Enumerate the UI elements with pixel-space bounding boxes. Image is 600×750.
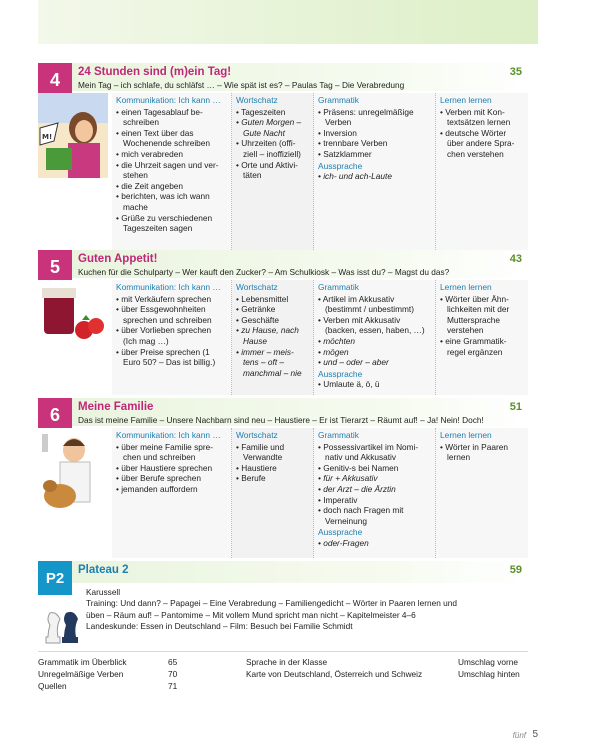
jam-and-strawberries-illustration (38, 280, 108, 350)
list-item: • doch nach Fragen mit Verneinung (318, 505, 431, 526)
list-item: • jemanden auffordern (116, 484, 227, 495)
list-item: • Getränke (236, 304, 309, 315)
list-item: • Satzklammer (318, 149, 431, 160)
list-item: • mögen (318, 347, 431, 358)
kommunikation-column (112, 428, 232, 558)
column-heading: Grammatik (318, 430, 359, 440)
column-heading: Grammatik (318, 95, 359, 105)
list-item: • Wörter in Paaren lernen (440, 442, 524, 463)
unit-title[interactable]: Meine Familie (78, 401, 154, 413)
lernen-column (436, 280, 528, 395)
unit-number: 6 (38, 398, 72, 432)
list-item: • Tageszeiten (236, 107, 309, 118)
list-item: • über Vorlieben sprechen (Ich mag …) (116, 325, 227, 346)
list-item: • Possessivartikel im Nomi-nativ und Akkusativ (318, 442, 431, 463)
unit-subtitle: Kuchen für die Schulparty – Wer kauft den Zucker? – Am Schulkiosk – Was isst du? – Magst du das? (78, 267, 450, 277)
page-number: 5 (532, 729, 538, 740)
list-item: • Guten Morgen – Gute Nacht (236, 117, 309, 138)
footer-page: 65 (168, 657, 178, 667)
plateau-body (86, 587, 528, 632)
column-heading: Wortschatz (236, 95, 278, 105)
kommunikation-column (112, 280, 232, 395)
aussprache-heading: Aussprache (318, 527, 363, 538)
unit-4 (38, 63, 528, 250)
plateau-number: P2 (38, 561, 72, 595)
unit-page: 35 (509, 66, 522, 78)
list-item: • Präsens: unregelmäßige Verben (318, 107, 431, 128)
unit-header-band (72, 561, 528, 583)
list-item: • Uhrzeiten (offi-ziell – inoffiziell) (236, 138, 309, 159)
list-item: • über Preise sprechen (1 Euro 50? – Das ist billig.) (116, 347, 227, 368)
column-heading: Kommunikation: Ich kann … (116, 282, 221, 292)
vet-with-dog-illustration (38, 428, 108, 518)
list-item: • die Uhrzeit sagen und ver-stehen (116, 160, 227, 181)
list-item: • Berufe (236, 473, 309, 484)
list-item: • Grüße zu verschiedenen Tageszeiten sagen (116, 213, 227, 234)
list-item: • über Essgewohnheiten sprechen und schreiben (116, 304, 227, 325)
list-item: • Familie und Verwandte (236, 442, 309, 463)
aussprache-heading: Aussprache (318, 160, 363, 171)
wortschatz-column (232, 280, 314, 395)
list-item: • trennbare Verben (318, 138, 431, 149)
footer-item[interactable]: Umschlag vorne (458, 657, 518, 667)
list-item: • über Berufe sprechen (116, 473, 227, 484)
list-item: • eine Grammatik-regel ergänzen (440, 336, 524, 357)
list-item: • immer – meis-tens – oft – manchmal – nie (236, 347, 309, 379)
wortschatz-column (232, 428, 314, 558)
unit-title[interactable]: 24 Stunden sind (m)ein Tag! (78, 66, 232, 78)
lernen-column (436, 428, 528, 558)
list-item: • und – oder – aber (318, 357, 431, 368)
list-item: • deutsche Wörter über andere Spra-chen verstehen (440, 128, 524, 160)
footer-page: 71 (168, 681, 178, 691)
grammatik-column (314, 428, 436, 558)
list-item: • oder-Fragen (318, 538, 431, 549)
unit-5 (38, 250, 528, 395)
column-heading: Kommunikation: Ich kann … (116, 430, 221, 440)
list-item: • einen Text über das Wochenende schreiben (116, 128, 227, 149)
kommunikation-column (112, 93, 232, 250)
plateau-line: üben – Räum auf! – Pantomime – Mit vollem Mund spricht man nicht – Kapitelmeister 4–6 (86, 609, 416, 620)
footer-page: 70 (168, 669, 178, 679)
column-heading: Lernen lernen (440, 95, 492, 105)
list-item: • für + Akkusativ (318, 473, 431, 484)
footer-item[interactable]: Karte von Deutschland, Österreich und Schweiz (246, 669, 423, 679)
unit-page: 51 (509, 401, 522, 413)
list-item: • Genitiv-s bei Namen (318, 463, 431, 474)
unit-subtitle: Mein Tag – ich schlafe, du schläfst … – Wie spät ist es? – Paulas Tag – Die Verabredung (78, 80, 405, 90)
top-decoration-band (38, 0, 538, 44)
plateau-line: Training: Und dann? – Papagei – Eine Verabredung – Familiengedicht – Wörter in Paaren lernen und (86, 598, 457, 609)
footer-item[interactable]: Quellen (38, 681, 67, 691)
column-heading: Wortschatz (236, 282, 278, 292)
grammatik-column (314, 93, 436, 250)
plateau-page: 59 (509, 564, 522, 576)
list-item: • möchten (318, 336, 431, 347)
list-item: • zu Hause, nach Hause (236, 325, 309, 346)
girl-sleeping-illustration (38, 93, 108, 178)
svg-text:M!: M! (42, 133, 53, 141)
list-item: • Inversion (318, 128, 431, 139)
list-item: • die Zeit angeben (116, 181, 227, 192)
wortschatz-column (232, 93, 314, 250)
list-item: • über meine Familie spre-chen und schreiben (116, 442, 227, 463)
list-item: • Verben mit Akkusativ (backen, essen, haben, …) (318, 315, 431, 336)
aussprache-heading: Aussprache (318, 368, 363, 379)
unit-6 (38, 398, 528, 558)
list-item: • der Arzt – die Ärztin (318, 484, 431, 495)
grammatik-column (314, 280, 436, 395)
list-item: • Geschäfte (236, 315, 309, 326)
chess-pieces-illustration (42, 597, 82, 645)
unit-number: 5 (38, 250, 72, 284)
list-item: • Wörter über Ähn-lichkeiten mit der Muttersprache verstehen (440, 294, 524, 336)
unit-title[interactable]: Guten Appetit! (78, 253, 158, 265)
plateau-title[interactable]: Plateau 2 (78, 564, 129, 576)
unit-page: 43 (509, 253, 522, 265)
column-heading: Lernen lernen (440, 430, 492, 440)
list-item: • Umlaute ä, ö, ü (318, 379, 431, 390)
list-item: • Artikel im Akkusativ (bestimmt / unbestimmt) (318, 294, 431, 315)
column-heading: Lernen lernen (440, 282, 492, 292)
footer-item[interactable]: Umschlag hinten (458, 669, 520, 679)
footer-divider (38, 651, 528, 652)
footer-item[interactable]: Unregelmäßige Verben (38, 669, 124, 679)
list-item: • einen Tagesablauf be-schreiben (116, 107, 227, 128)
list-item: • Imperativ (318, 495, 431, 506)
list-item: • Orte und Aktivi-täten (236, 160, 309, 181)
unit-columns (112, 93, 528, 250)
list-item: • über Haustiere sprechen (116, 463, 227, 474)
list-item: • Haustiere (236, 463, 309, 474)
list-item: • Verben mit Kon-textsätzen lernen (440, 107, 524, 128)
list-item: • ich- und ach-Laute (318, 171, 431, 182)
plateau-2 (38, 561, 528, 649)
plateau-line: Landeskunde: Essen in Deutschland – Film: Besuch bei Familie Schmidt (86, 620, 353, 631)
page-word: fünf (512, 731, 526, 740)
footer-item[interactable]: Grammatik im Überblick (38, 657, 127, 667)
column-heading: Grammatik (318, 282, 359, 292)
unit-columns (112, 428, 528, 558)
column-heading: Kommunikation: Ich kann … (116, 95, 221, 105)
unit-subtitle: Das ist meine Familie – Unsere Nachbarn sind neu – Haustiere – Er ist Tierarzt – Räumt auf! – Ja! Nein! Doch! (78, 415, 484, 425)
column-heading: Wortschatz (236, 430, 278, 440)
footer-item[interactable]: Sprache in der Klasse (246, 657, 328, 667)
unit-columns (112, 280, 528, 395)
lernen-column (436, 93, 528, 250)
list-item: • Lebensmittel (236, 294, 309, 305)
unit-number: 4 (38, 63, 72, 97)
list-item: • berichten, was ich wann mache (116, 191, 227, 212)
plateau-line: Karussell (86, 587, 121, 597)
list-item: • mich verabreden (116, 149, 227, 160)
list-item: • mit Verkäufern sprechen (116, 294, 227, 305)
